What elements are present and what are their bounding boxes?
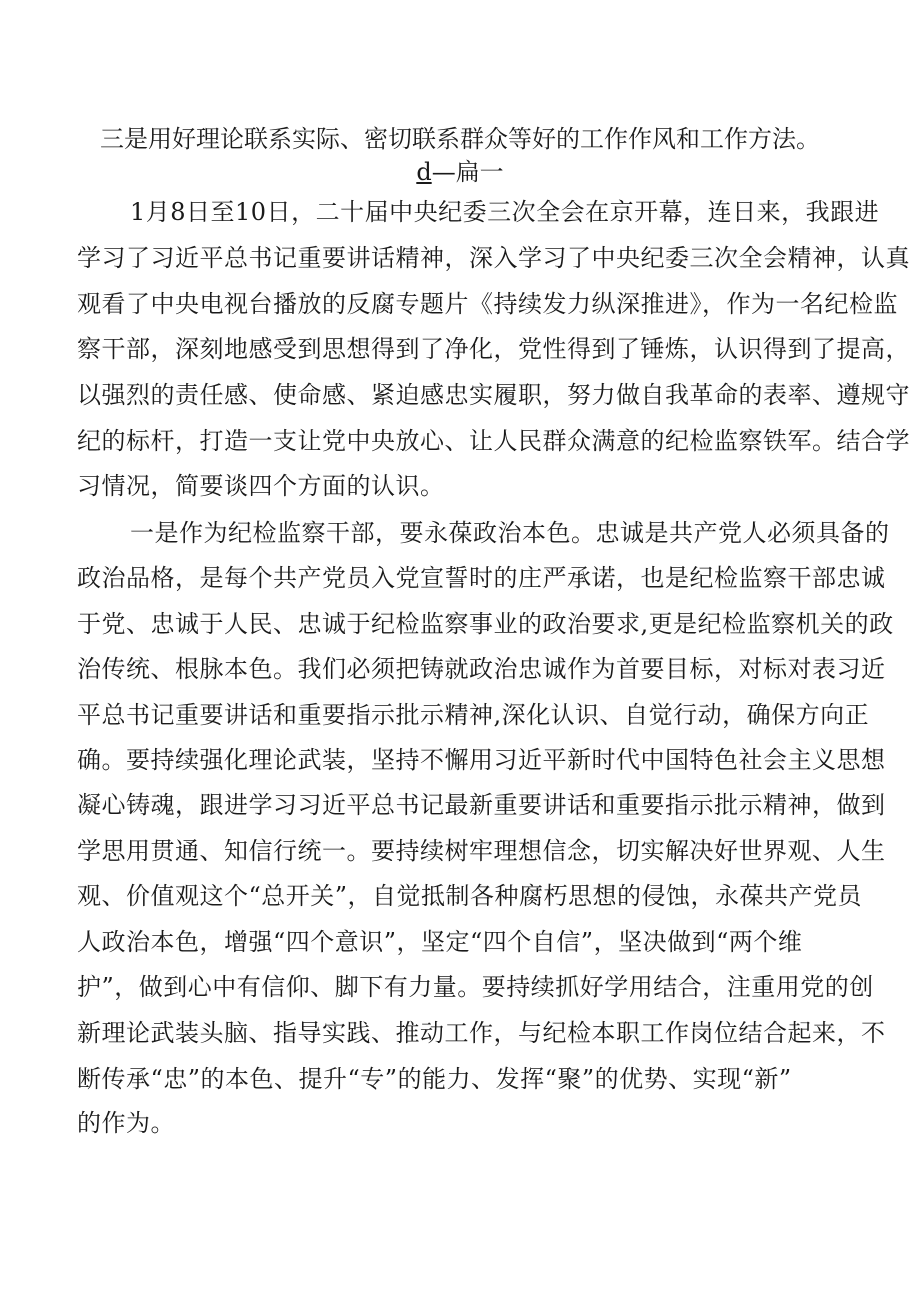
paragraph-line: 确。要持续强化理论武装，坚持不懈用习近平新时代中国特色社会主义思想 bbox=[77, 746, 886, 774]
paragraph-line: 以强烈的责任感、使命感、紧迫感忠实履职，努力做自我革命的表率、遵规守 bbox=[77, 381, 910, 409]
paragraph-line: 平总书记重要讲话和重要指示批示精神,深化认识、自觉行动，确保方向正 bbox=[77, 701, 870, 729]
section-marker bbox=[0, 157, 920, 187]
paragraph-line: 习情况，简要谈四个方面的认识。 bbox=[77, 472, 445, 500]
paragraph-line: 学习了习近平总书记重要讲话精神，深入学习了中央纪委三次全会精神，认真 bbox=[77, 244, 910, 272]
paragraph-line: 察干部，深刻地感受到思想得到了净化，党性得到了锤炼，认识得到了提高， bbox=[77, 335, 910, 363]
paragraph-line: 人政治本色，增强“四个意识”，坚定“四个自信”，坚决做到“两个维 bbox=[77, 928, 803, 956]
paragraph-line: 于党、忠诚于人民、忠诚于纪检监察事业的政治要求,更是纪检监察机关的政 bbox=[77, 610, 894, 638]
paragraph-line: 断传承“忠”的本色、提升“专”的能力、发挥“聚”的优势、实现“新” bbox=[77, 1065, 792, 1093]
paragraph-line: 观看了中央电视台播放的反腐专题片《持续发力纵深推进》，作为一名纪检监 bbox=[77, 290, 898, 318]
paragraph-line: 新理论武装头脑、指导实践、推动工作，与纪检本职工作岗位结合起来，不 bbox=[77, 1019, 886, 1047]
section-marker-rest: —扁一 bbox=[431, 158, 504, 186]
paragraph-line: 治传统、根脉本色。我们必须把铸就政治忠诚作为首要目标，对标对表习近 bbox=[77, 655, 886, 683]
paragraph-line: 政治品格，是每个共产党员入党宣誓时的庄严承诺，也是纪检监察干部忠诚 bbox=[77, 564, 886, 592]
paragraph-line: 纪的标杆，打造一支让党中央放心、让人民群众满意的纪检监察铁军。结合学 bbox=[77, 427, 910, 455]
paragraph-line: 观、价值观这个“总开关”，自觉抵制各种腐朽思想的侵蚀，永葆共产党员 bbox=[77, 882, 863, 910]
paragraph-line: 的作为。 bbox=[77, 1109, 175, 1137]
paragraph-line: 学思用贯通、知信行统一。要持续树牢理想信念，切实解决好世界观、人生 bbox=[77, 837, 886, 865]
carry-over-line: 三是用好理论联系实际、密切联系群众等好的工作作风和工作方法。 bbox=[100, 125, 820, 153]
paragraph-line: 护”，做到心中有信仰、脚下有力量。要持续抓好学用结合，注重用党的创 bbox=[77, 973, 874, 1001]
paragraph-line: 1月8日至10日，二十届中央纪委三次全会在京开幕，连日来，我跟进 bbox=[130, 198, 880, 226]
paragraph-line: 凝心铸魂，跟进学习习近平总书记最新重要讲话和重要指示批示精神，做到 bbox=[77, 791, 886, 819]
section-marker-prefix: d bbox=[416, 158, 432, 186]
paragraph-line: 一是作为纪检监察干部，要永葆政治本色。忠诚是共产党人必须具备的 bbox=[130, 519, 890, 547]
